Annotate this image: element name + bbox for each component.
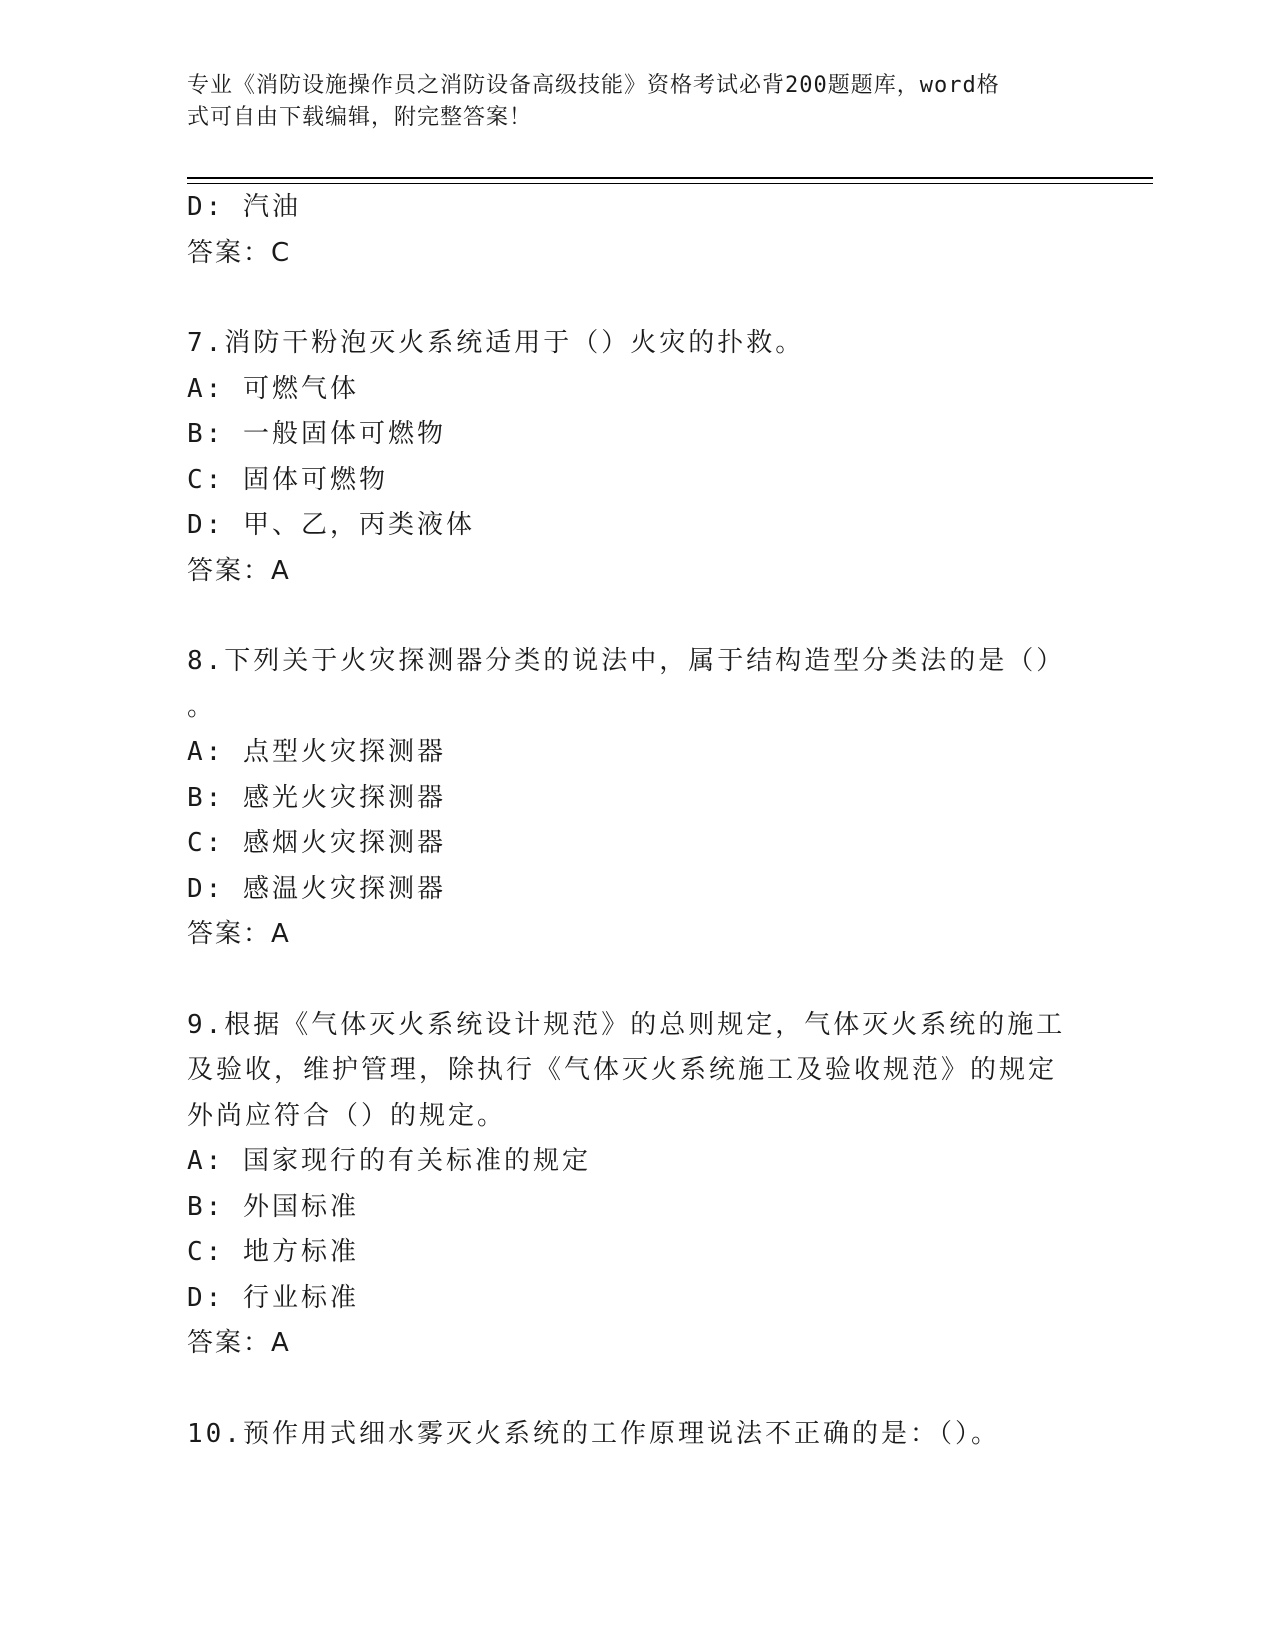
question-text: 10.预作用式细水雾灭火系统的工作原理说法不正确的是：（）。 xyxy=(187,1418,1000,1449)
question-text: 8.下列关于火灾探测器分类的说法中，属于结构造型分类法的是（） xyxy=(187,646,1066,676)
question-text-continued: 外尚应符合（）的规定。 xyxy=(187,1100,507,1131)
answer-line: 答案：A xyxy=(187,1328,291,1358)
spacer xyxy=(187,276,1067,321)
option-b: B: 感光火灾探测器 xyxy=(187,782,446,813)
option-d: D: 感温火灾探测器 xyxy=(187,873,446,904)
option-c: C: 固体可燃物 xyxy=(187,464,388,495)
option-a: A: 点型火灾探测器 xyxy=(187,737,446,767)
option-c: C: 地方标准 xyxy=(187,1237,359,1267)
answer-line: 答案：C xyxy=(187,237,292,268)
question-text: 7.消防干粉泡灭火系统适用于（）火灾的扑救。 xyxy=(187,328,805,358)
header-divider-thin xyxy=(187,183,1153,184)
question-block-7 xyxy=(187,321,1067,594)
question-block-9 xyxy=(187,1003,1067,1367)
answer-line: 答案：A xyxy=(187,555,291,586)
question-block-10 xyxy=(187,1412,1067,1458)
option-b: B: 外国标准 xyxy=(187,1191,359,1222)
spacer xyxy=(187,1367,1067,1412)
option-a: A: 国家现行的有关标准的规定 xyxy=(187,1146,591,1176)
answer-line: 答案：A xyxy=(187,919,291,949)
header-divider-thick xyxy=(187,177,1153,179)
option-d: D: 行业标准 xyxy=(187,1282,359,1313)
page-header xyxy=(187,70,1067,134)
question-text-continued: 。 xyxy=(187,691,217,722)
question-block-prev xyxy=(187,185,1067,276)
spacer xyxy=(187,958,1067,1003)
question-block-8 xyxy=(187,639,1067,958)
question-text: 9.根据《气体灭火系统设计规范》的总则规定，气体灭火系统的施工 xyxy=(187,1009,1066,1040)
question-list xyxy=(187,185,1067,1457)
question-text-continued: 及验收，维护管理，除执行《气体灭火系统施工及验收规范》的规定 xyxy=(187,1055,1058,1085)
option-a: A: 可燃气体 xyxy=(187,373,359,404)
option-b: B: 一般固体可燃物 xyxy=(187,419,446,449)
option-d: D: 汽油 xyxy=(187,192,301,222)
header-title-line-1: 专业《消防设施操作员之消防设备高级技能》资格考试必背200题题库，word格 xyxy=(187,73,1000,98)
option-d: D: 甲、乙，丙类液体 xyxy=(187,510,475,540)
header-title-line-2: 式可自由下载编辑，附完整答案！ xyxy=(187,105,533,130)
option-c: C: 感烟火灾探测器 xyxy=(187,828,446,858)
spacer xyxy=(187,594,1067,639)
